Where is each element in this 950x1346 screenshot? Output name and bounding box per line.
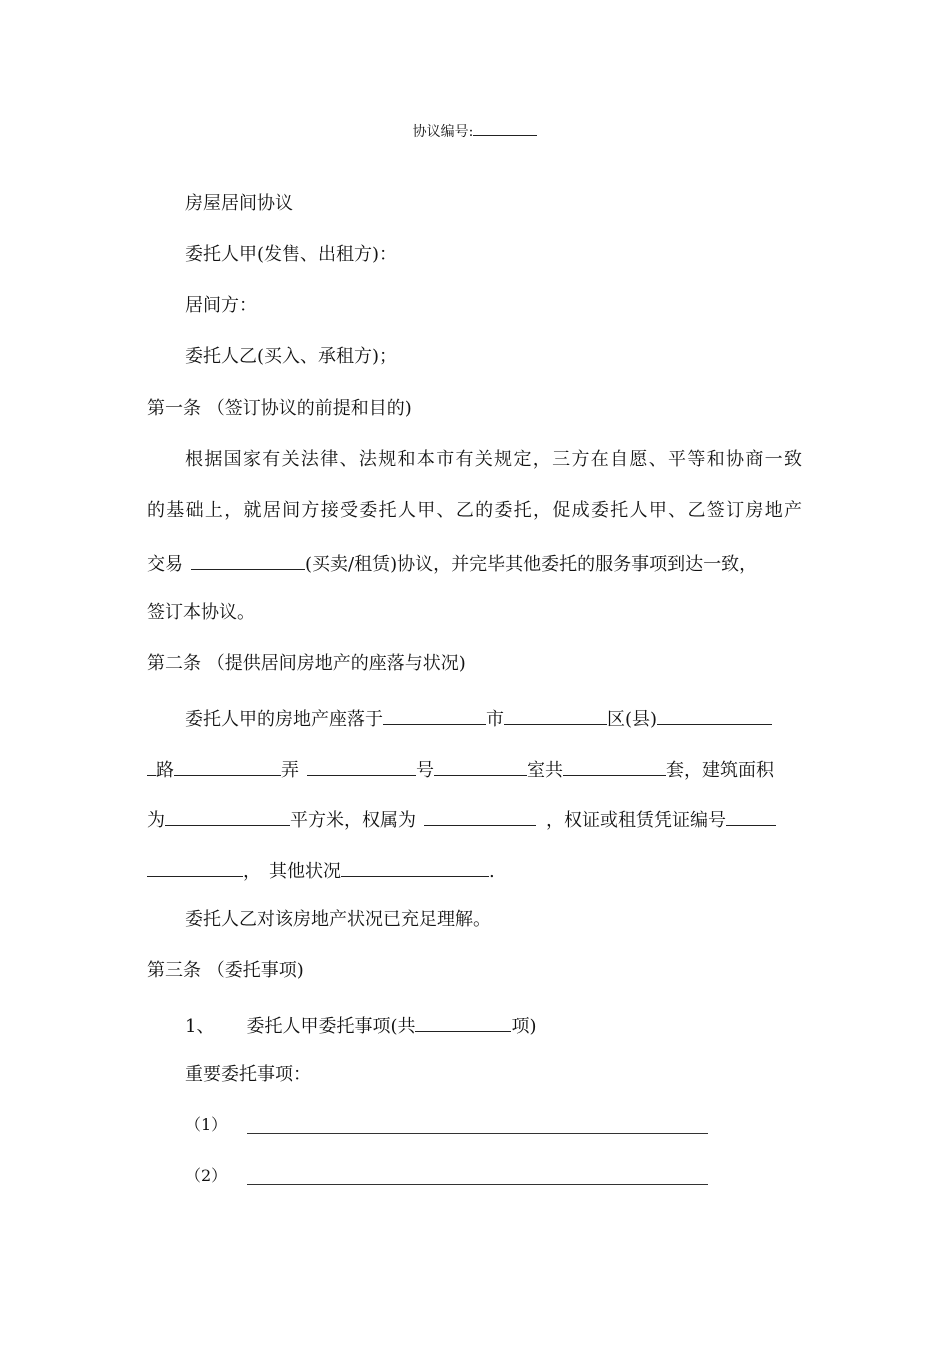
article-1-line-2: 的基础上，就居间方接受委托人甲、乙的委托，促成委托人甲、乙签订房地产 xyxy=(147,500,802,521)
sub-item-1-blank xyxy=(247,1133,708,1134)
article-2-line-1: 委托人甲的房地产座落于 市 区(县) xyxy=(185,705,772,732)
article-2-understanding: 委托人乙对该房地产状况已充足理解。 xyxy=(185,909,491,930)
article-2-line-3: 为 平方米，权属为 ，权证或租赁凭证编号 xyxy=(147,806,776,833)
article-1-heading: 第一条 （签订协议的前提和目的) xyxy=(147,398,412,419)
important-items-label: 重要委托事项： xyxy=(185,1064,311,1085)
article-1-line-3: 交易 (买卖/租赁)协议，并完毕其他委托的服务事项到达一致， xyxy=(147,550,757,577)
document-title: 房屋居间协议 xyxy=(185,193,293,214)
article-2-line-2: 路 弄 号 室共 套，建筑面积 xyxy=(147,756,774,783)
agreement-number: 协议编号: xyxy=(0,120,950,144)
party-a-line: 委托人甲(发售、出租方)： xyxy=(185,244,398,265)
article-2-line-4: ， 其他状况 . xyxy=(147,857,495,884)
article-3-heading: 第三条 （委托事项) xyxy=(147,960,304,981)
intermediary-line: 居间方： xyxy=(185,295,257,316)
sub-item-1-number: （1） xyxy=(185,1115,228,1134)
article-1-line-1: 根据国家有关法律、法规和本市有关规定，三方在自愿、平等和协商一致 xyxy=(185,449,802,470)
article-1-line-4: 签订本协议。 xyxy=(147,602,255,623)
article-3-item-1: 1、 委托人甲委托事项(共 项) xyxy=(185,1012,537,1039)
article-2-heading: 第二条 （提供居间房地产的座落与状况) xyxy=(147,653,466,674)
party-b-line: 委托人乙(买入、承租方)； xyxy=(185,346,398,367)
sub-item-2-number: （2） xyxy=(185,1166,228,1185)
sub-item-2-blank xyxy=(247,1184,708,1185)
